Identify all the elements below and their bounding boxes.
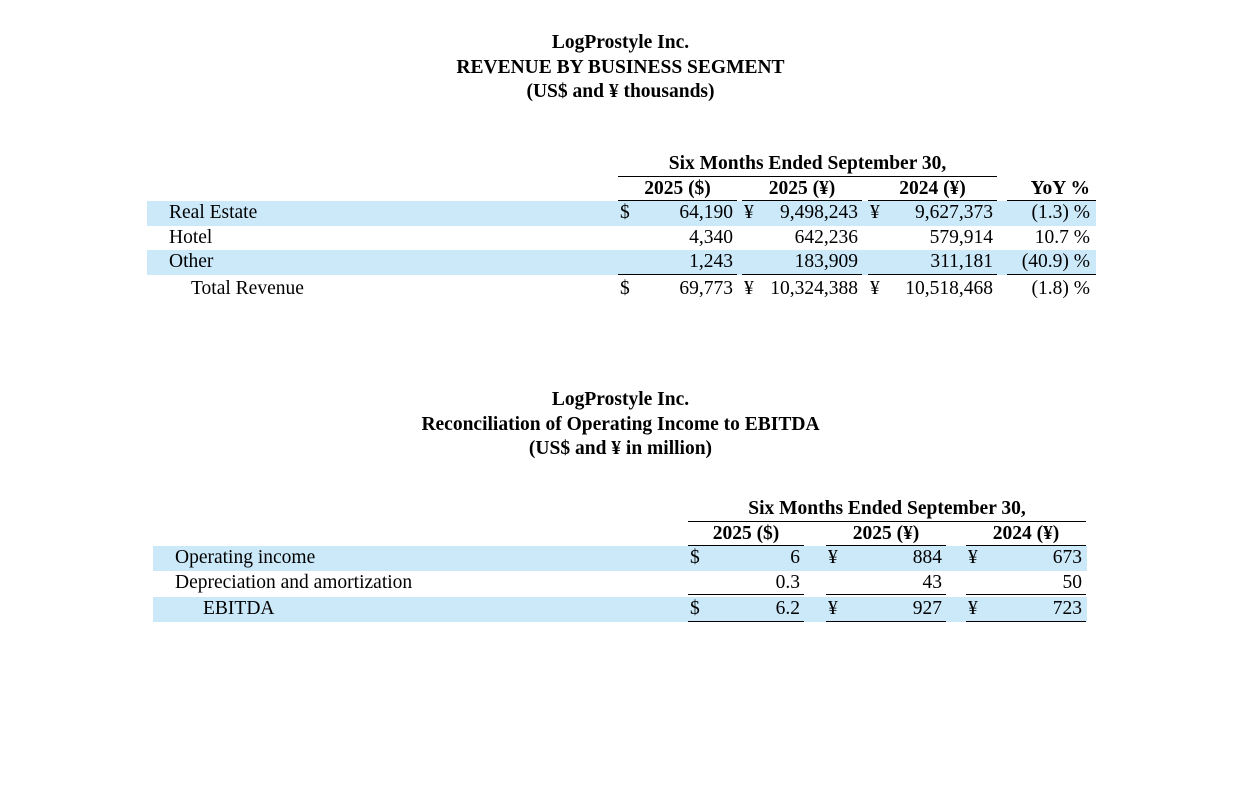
table-row-ebitda (153, 597, 1087, 622)
yoy-value: (40.9) % (1007, 250, 1096, 275)
amount: 884 (912, 547, 942, 568)
yen-2025-value-cell (826, 546, 946, 571)
amount: 673 (1052, 547, 1082, 568)
column-header-2025-yen: 2025 (¥) (742, 177, 862, 202)
yen-2025-value-cell (742, 250, 862, 275)
amount: 50 (1062, 571, 1082, 593)
ebitda-units-note: (US$ and ¥ in million) (528, 438, 713, 459)
yoy-value: (1.8) % (1031, 277, 1090, 299)
spacer-cell (997, 177, 1007, 202)
spacer-cell (804, 571, 826, 596)
usd-value-cell (618, 250, 737, 275)
amount: 1,243 (689, 251, 733, 272)
yen-2024-value-cell (868, 226, 997, 251)
amount: 64,190 (679, 202, 733, 223)
spanner-row (147, 152, 1096, 177)
period-spanner-label: Six Months Ended September 30, (688, 497, 1086, 522)
yen-2025-value-cell (742, 226, 862, 251)
amount: 6.2 (775, 598, 800, 619)
currency-symbol: ¥ (744, 277, 754, 299)
spacer-cell (946, 522, 966, 547)
row-label: Total Revenue (191, 277, 304, 299)
yen-2025-value-cell (742, 277, 862, 302)
yen-2024-value-cell (868, 201, 997, 226)
amount: 43 (922, 571, 942, 593)
revenue-section-title (0, 31, 1241, 105)
column-header-yoy: YoY % (1007, 177, 1096, 202)
spacer-cell (147, 177, 618, 202)
yen-2024-value-cell (966, 546, 1086, 571)
amount: 4,340 (689, 226, 733, 248)
table-row-other (147, 250, 1096, 275)
spacer-cell (997, 250, 1007, 275)
spacer-cell (1007, 152, 1096, 177)
currency-symbol: $ (620, 277, 630, 299)
currency-symbol: ¥ (828, 547, 838, 568)
company-name: LogProstyle Inc. (551, 389, 690, 410)
amount: 69,773 (679, 277, 733, 299)
yen-2025-value-cell (742, 201, 862, 226)
currency-symbol: $ (690, 547, 700, 568)
spacer-cell (804, 597, 826, 622)
currency-symbol: ¥ (968, 547, 978, 568)
usd-value-cell (618, 277, 737, 302)
yen-2024-value-cell (966, 571, 1086, 596)
table-row-real-estate (147, 201, 1096, 226)
spacer-cell (147, 152, 618, 177)
usd-value-cell (618, 201, 737, 226)
spacer-cell (153, 522, 688, 547)
yen-2024-value-cell (868, 250, 997, 275)
spacer-cell (804, 546, 826, 571)
company-name: LogProstyle Inc. (551, 32, 690, 53)
table-row-hotel (147, 226, 1096, 251)
revenue-table-heading: REVENUE BY BUSINESS SEGMENT (456, 56, 785, 78)
yoy-value: 10.7 % (1034, 226, 1090, 248)
spacer-cell (946, 571, 966, 596)
currency-symbol: $ (620, 202, 630, 223)
amount: 6 (790, 547, 800, 568)
yoy-value: (1.3) % (1031, 202, 1090, 223)
amount: 10,518,468 (905, 277, 993, 299)
amount: 642,236 (794, 226, 858, 248)
currency-symbol: ¥ (870, 277, 880, 299)
currency-symbol: $ (690, 598, 700, 619)
column-header-row (147, 177, 1096, 202)
yen-2024-value-cell (966, 597, 1086, 622)
column-header-2025-usd: 2025 ($) (618, 177, 737, 202)
spacer-cell (946, 597, 966, 622)
row-label: Operating income (175, 547, 316, 568)
amount: 579,914 (929, 226, 993, 248)
column-header-2025-usd: 2025 ($) (688, 522, 804, 547)
yen-2024-value-cell (868, 277, 997, 302)
spacer-cell (997, 152, 1007, 177)
row-label: Hotel (169, 226, 213, 248)
ebitda-table (153, 497, 1087, 622)
amount: 927 (912, 598, 942, 619)
spacer-cell (946, 546, 966, 571)
currency-symbol: ¥ (870, 202, 880, 223)
spacer-cell (997, 201, 1007, 226)
revenue-units-note: (US$ and ¥ thousands) (526, 81, 715, 102)
yen-2025-value-cell (826, 571, 946, 596)
amount: 10,324,388 (770, 277, 858, 299)
usd-value-cell (688, 571, 804, 596)
revenue-table (147, 152, 1096, 301)
table-row-operating-income (153, 546, 1087, 571)
spanner-row (153, 497, 1087, 522)
spacer-cell (997, 277, 1007, 302)
currency-symbol: ¥ (744, 202, 754, 223)
table-row-total-revenue (147, 277, 1096, 302)
ebitda-table-heading: Reconciliation of Operating Income to EBITDA (421, 413, 820, 435)
row-label: Other (169, 251, 214, 272)
usd-value-cell (688, 546, 804, 571)
spacer-cell (997, 226, 1007, 251)
ebitda-section-title (0, 388, 1241, 462)
currency-symbol: ¥ (828, 598, 838, 619)
spacer-cell (153, 497, 688, 522)
usd-value-cell (618, 226, 737, 251)
row-label: Depreciation and amortization (175, 571, 413, 593)
yen-2025-value-cell (826, 597, 946, 622)
amount: 9,498,243 (780, 202, 858, 223)
column-header-2024-yen: 2024 (¥) (966, 522, 1086, 547)
period-spanner-label: Six Months Ended September 30, (618, 152, 997, 177)
column-header-2024-yen: 2024 (¥) (868, 177, 997, 202)
currency-symbol: ¥ (968, 598, 978, 619)
amount: 9,627,373 (915, 202, 993, 223)
amount: 0.3 (775, 571, 800, 593)
spacer-cell (804, 522, 826, 547)
column-header-2025-yen: 2025 (¥) (826, 522, 946, 547)
row-label: Real Estate (169, 202, 258, 223)
amount: 183,909 (794, 251, 858, 272)
row-label: EBITDA (203, 598, 275, 619)
column-header-row (153, 522, 1087, 547)
amount: 311,181 (930, 251, 993, 272)
amount: 723 (1052, 598, 1082, 619)
table-row-depreciation (153, 571, 1087, 596)
usd-value-cell (688, 597, 804, 622)
